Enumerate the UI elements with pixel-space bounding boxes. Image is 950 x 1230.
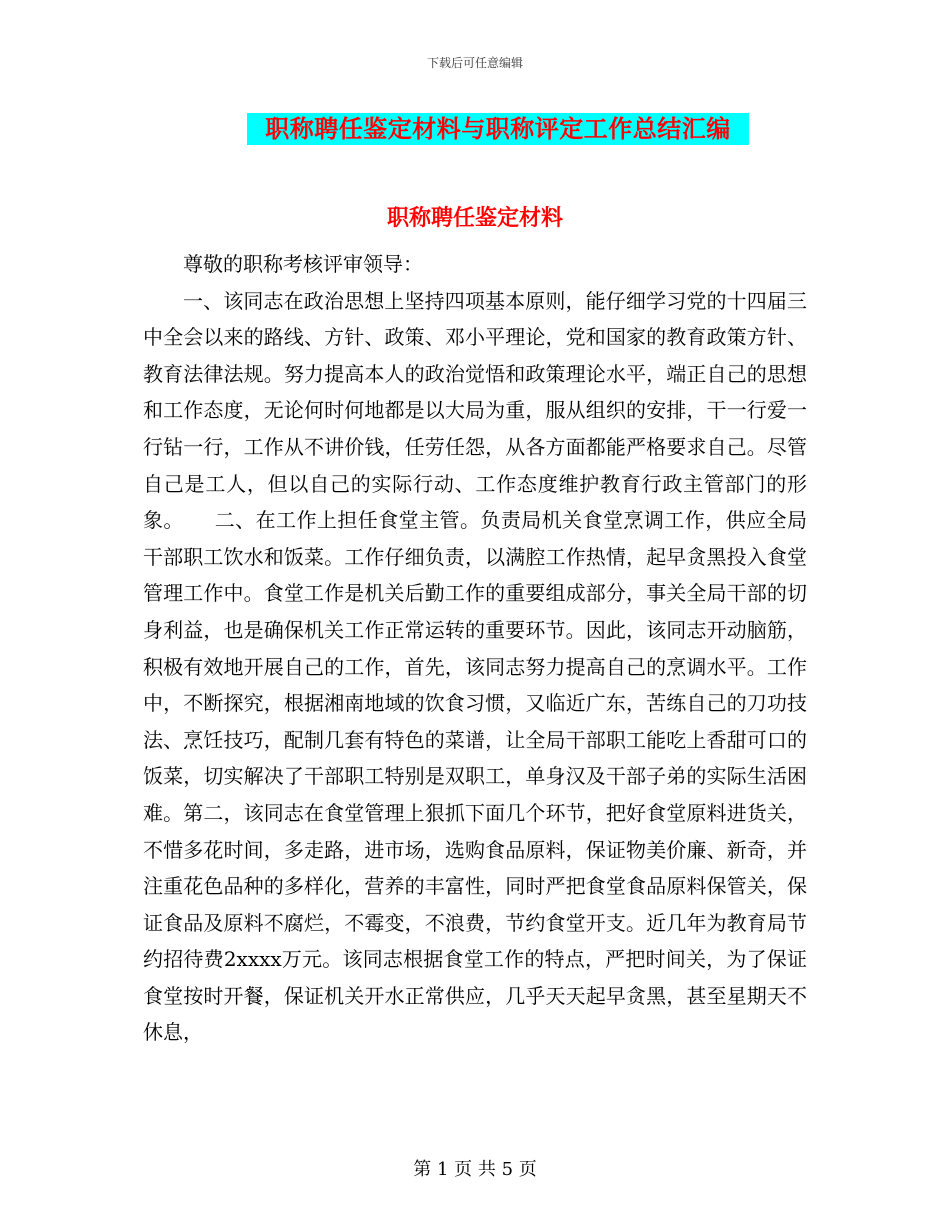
document-title: 职称聘任鉴定材料与职称评定工作总结汇编	[247, 113, 749, 145]
salutation: 尊敬的职称考核评审领导：	[183, 252, 423, 276]
paragraph: 一、该同志在政治思想上坚持四项基本原则，能仔细学习党的十四届三中全会以来的路线、方针、政策、邓小平理论，党和国家的教育政策方针、教育法律法规。努力提高本人的政治觉悟和政策理论水平，端正自己的思想和工作态度，无论何时何地都是以大局为重，服从组织的安排，干一行爱一行钻一行，工作从不讲价钱，任劳任怨，从各方面都能严格要求自己。尽管自己是工人，但以自己的实际行动、工作态度维护教育行政主管部门的形象。 二、在工作上担任食堂主管。负责局机关食堂烹调工作，供应全局干部职工饮水和饭菜。工作仔细负责，以满腔工作热情，起早贪黑投入食堂管理工作中。食堂工作是机关后勤工作的重要组成部分，事关全局干部的切身利益，也是确保机关工作正常运转的重要环节。因此，该同志开动脑筋，积极有效地开展自己的工作，首先，该同志努力提高自己的烹调水平。工作中，不断探究，根据湘南地域的饮食习惯，又临近广东，苦练自己的刀功技法、烹饪技巧，配制几套有特色的菜谱，让全局干部职工能吃上香甜可口的饭菜，切实解决了干部职工特别是双职工，单身汉及干部子弟的实际生活困难。第二，该同志在食堂管理上狠抓下面几个环节，把好食堂原料进货关，不惜多花时间，多走路，进市场，选购食品原料，保证物美价廉、新奇，并注重花色品种的多样化，营养的丰富性，同时严把食堂食品原料保管关，保证食品及原料不腐烂，不霉变，不浪费，节约食堂开支。近几年为教育局节约招待费2xxxx万元。该同志根据食堂工作的特点，严把时间关，为了保证食堂按时开餐，保证机关开水正常供应，几乎天天起早贪黑，甚至星期天不休息，	[143, 288, 807, 1045]
header-note: 下载后可任意编辑	[426, 56, 523, 70]
body-text	[143, 246, 807, 1051]
page-footer: 第 1 页 共 5 页	[413, 1159, 537, 1180]
section-title: 职称聘任鉴定材料	[386, 205, 563, 231]
